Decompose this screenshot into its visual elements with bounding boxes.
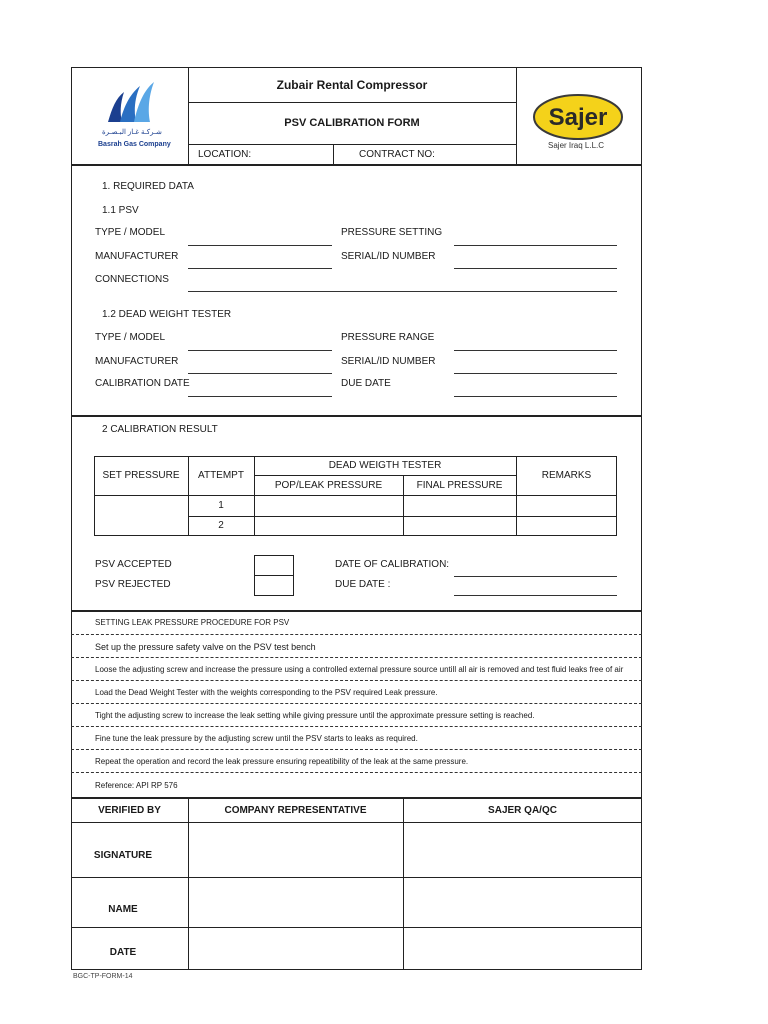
psv-accepted-checkbox[interactable] <box>254 555 294 576</box>
th-pop-leak: POP/LEAK PRESSURE <box>274 480 383 491</box>
procedure-title: SETTING LEAK PRESSURE PROCEDURE FOR PSV <box>95 618 290 627</box>
dwt-calibration-date-label: CALIBRATION DATE <box>95 378 190 389</box>
dwt-calibration-date-line[interactable] <box>188 396 332 397</box>
section1-bottom-line <box>71 415 642 417</box>
header-line-1 <box>188 102 516 103</box>
contract-label: CONTRACT NO: <box>359 149 435 160</box>
table-dwt-subheader-line <box>254 475 516 476</box>
section2-bottom-line <box>71 610 642 612</box>
procedure-divider-6 <box>71 772 642 773</box>
dwt-serial-line[interactable] <box>454 373 617 374</box>
psv-rejected-label: PSV REJECTED <box>95 579 171 590</box>
th-remarks: REMARKS <box>541 470 592 481</box>
section2-title: 2 CALIBRATION RESULT <box>102 424 218 435</box>
dwt-manufacturer-line[interactable] <box>188 373 332 374</box>
sajer-logo-sub: Sajer Iraq L.L.C <box>548 141 605 150</box>
form-title: PSV CALIBRATION FORM <box>284 117 420 129</box>
sajer-signature-cell[interactable] <box>404 823 641 876</box>
company-rep-name-cell[interactable] <box>189 878 402 926</box>
psv-serial-line[interactable] <box>454 268 617 269</box>
psv-manufacturer-label: MANUFACTURER <box>95 251 179 262</box>
date-label: DATE <box>109 947 137 958</box>
dwt-pressure-range-line[interactable] <box>454 350 617 351</box>
header-divider-right <box>516 67 517 165</box>
header-bottom-line <box>71 164 642 166</box>
table-col-4 <box>516 456 517 536</box>
psv-accepted-label: PSV ACCEPTED <box>95 559 172 570</box>
psv-manufacturer-line[interactable] <box>188 268 332 269</box>
form-code: BGC-TP-FORM-14 <box>73 973 133 980</box>
procedure-step-6: Repeat the operation and record the leak pressure ensuring repeatibility of the leak at the same pressure. <box>95 757 469 766</box>
dwt-type-label: TYPE / MODEL <box>95 332 166 343</box>
psv-serial-label: SERIAL/ID NUMBER <box>341 251 436 262</box>
company-rep-signature-cell[interactable] <box>189 823 402 876</box>
th-final-pressure: FINAL PRESSURE <box>416 480 503 491</box>
dwt-serial-label: SERIAL/ID NUMBER <box>341 356 436 367</box>
table-header-line <box>94 495 617 496</box>
dwt-manufacturer-label: MANUFACTURER <box>95 356 179 367</box>
th-dwt: DEAD WEIGTH TESTER <box>328 460 442 471</box>
procedure-divider-1 <box>71 657 642 658</box>
th-set-pressure: SET PRESSURE <box>102 470 180 481</box>
name-label: NAME <box>108 904 138 915</box>
sajer-qaqc-header: SAJER QA/QC <box>488 805 557 816</box>
section1-title: 1. REQUIRED DATA <box>102 181 194 192</box>
table-row-line <box>188 516 617 517</box>
th-attempt: ATTEMPT <box>198 470 244 481</box>
procedure-divider-0 <box>71 634 642 635</box>
psv-pressure-setting-line[interactable] <box>454 245 617 246</box>
attempt-1: 1 <box>218 500 224 511</box>
company-rep-date-cell[interactable] <box>189 928 402 969</box>
dwt-type-line[interactable] <box>188 350 332 351</box>
basrah-logo-arabic: شـركـة غـاز البـصـرة <box>102 129 162 136</box>
dwt-due-date-label: DUE DATE <box>341 378 391 389</box>
dwt-pressure-range-label: PRESSURE RANGE <box>341 332 435 343</box>
psv-type-line[interactable] <box>188 245 332 246</box>
dwt-subtitle: 1.2 DEAD WEIGHT TESTER <box>102 309 232 320</box>
sajer-logo <box>532 92 632 154</box>
svg-text:Sajer: Sajer <box>548 104 608 131</box>
signature-label: SIGNATURE <box>93 850 153 861</box>
sajer-logo-mark <box>532 92 632 142</box>
procedure-bottom-line <box>71 797 642 799</box>
sajer-date-cell[interactable] <box>404 928 641 969</box>
basrah-gas-logo <box>98 78 170 154</box>
procedure-divider-4 <box>71 726 642 727</box>
section2-due-date-line[interactable] <box>454 595 617 596</box>
procedure-divider-3 <box>71 703 642 704</box>
procedure-divider-5 <box>71 749 642 750</box>
procedure-step-3: Load the Dead Weight Tester with the weights corresponding to the PSV required Leak pressure. <box>95 688 438 697</box>
procedure-reference: Reference: API RP 576 <box>95 781 178 790</box>
attempt-2: 2 <box>218 520 224 531</box>
psv-connections-label: CONNECTIONS <box>95 274 169 285</box>
psv-pressure-setting-label: PRESSURE SETTING <box>341 227 443 238</box>
header-location-divider <box>333 144 334 165</box>
section2-due-date-label: DUE DATE : <box>335 579 391 590</box>
location-label: LOCATION: <box>198 149 252 160</box>
psv-type-label: TYPE / MODEL <box>95 227 166 238</box>
basrah-logo-english: Basrah Gas Company <box>98 141 171 148</box>
procedure-divider-2 <box>71 680 642 681</box>
basrah-gas-logo-mark <box>98 78 170 126</box>
procedure-step-2: Loose the adjusting screw and increase the pressure using a controlled external pressure source untill all air is removed and test fluid leaks free of air <box>95 665 624 674</box>
procedure-step-4: Tight the adjusting screw to increase the leak setting while giving pressure until the approximate pressure setting is reached. <box>95 711 535 720</box>
psv-rejected-checkbox[interactable] <box>254 575 294 596</box>
date-of-calibration-line[interactable] <box>454 576 617 577</box>
sajer-name-cell[interactable] <box>404 878 641 926</box>
date-of-calibration-label: DATE OF CALIBRATION: <box>335 559 450 570</box>
verified-by-header: VERIFIED BY <box>98 805 161 816</box>
psv-connections-line[interactable] <box>188 291 617 292</box>
procedure-step-1: Set up the pressure safety valve on the PSV test bench <box>95 642 316 652</box>
procedure-step-5: Fine tune the leak pressure by the adjusting screw until the PSV starts to leaks as required. <box>95 734 418 743</box>
header-line-2 <box>188 144 516 145</box>
company-name: Zubair Rental Compressor <box>276 78 428 92</box>
psv-subtitle: 1.1 PSV <box>102 205 139 216</box>
dwt-due-date-line[interactable] <box>454 396 617 397</box>
company-rep-header: COMPANY REPRESENTATIVE <box>224 805 367 816</box>
